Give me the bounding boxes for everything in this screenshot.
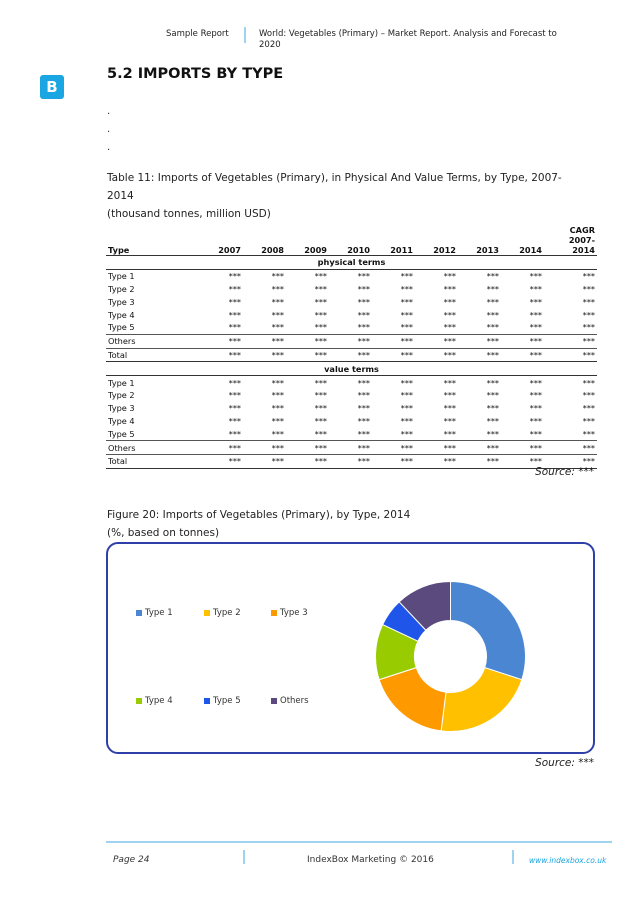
table-cell: *** (415, 334, 458, 348)
legend-item (136, 696, 173, 706)
section-title-cell: value terms (106, 362, 597, 376)
donut-slice-type-2 (441, 668, 522, 732)
table-cell: *** (486, 322, 499, 333)
row-label: Total (106, 454, 200, 468)
table-cell: *** (443, 296, 456, 307)
table-cell: *** (582, 296, 595, 307)
table-cell: *** (271, 428, 284, 439)
header-divider (244, 27, 246, 43)
table-cell: *** (582, 390, 595, 401)
table-cell: *** (314, 322, 327, 333)
table-row (106, 389, 597, 402)
table-cell: *** (357, 283, 370, 294)
table-cell: *** (357, 271, 370, 282)
table-cell: *** (228, 296, 241, 307)
legend-label: Type 3 (280, 608, 308, 618)
year-column-header: 2009 (286, 225, 329, 256)
year-column-header: 2011 (372, 225, 415, 256)
row-label: Type 4 (108, 415, 135, 426)
footer-page-number: Page 24 (113, 855, 150, 865)
year-column-header: 2012 (415, 225, 458, 256)
table-cell: *** (582, 271, 595, 282)
table-cell: *** (400, 271, 413, 282)
table-cell: *** (486, 390, 499, 401)
table-cell: *** (286, 454, 329, 468)
table-cell: *** (415, 454, 458, 468)
table-cell: *** (372, 454, 415, 468)
row-label: Type 1 (108, 271, 135, 282)
ellipsis-dot: . (107, 142, 111, 153)
table-cell: *** (529, 271, 542, 282)
donut-slice-type-1 (451, 582, 526, 680)
year-column-header: 2014 (501, 225, 544, 256)
footer-website-link[interactable]: www.indexbox.co.uk (529, 856, 607, 865)
legend-item (204, 696, 241, 706)
imports-table (106, 225, 597, 469)
table-cell: *** (400, 403, 413, 414)
table-cell: *** (357, 403, 370, 414)
table-cell: *** (314, 390, 327, 401)
section-header-row (106, 256, 597, 270)
table-cell: *** (271, 322, 284, 333)
table-caption-units: (thousand tonnes, million USD) (107, 208, 271, 220)
table-cell: *** (286, 441, 329, 455)
row-label: Type 3 (108, 296, 135, 307)
legend-swatch (204, 698, 210, 704)
legend-item (271, 608, 308, 618)
section-header-row (106, 362, 597, 376)
table-cell: *** (228, 283, 241, 294)
legend-label: Type 1 (145, 608, 173, 618)
table-cell: *** (357, 322, 370, 333)
table-cell: *** (486, 377, 499, 388)
table-cell: *** (501, 348, 544, 362)
table-cell: *** (415, 441, 458, 455)
table-cell: *** (529, 403, 542, 414)
table-cell: *** (243, 454, 286, 468)
figure-source: Source: *** (535, 757, 594, 769)
figure-caption (107, 506, 410, 542)
row-label: Type 3 (108, 403, 135, 414)
table-cell: *** (372, 348, 415, 362)
table-cell: *** (228, 309, 241, 320)
legend-item (136, 608, 173, 618)
row-label: Others (106, 334, 200, 348)
table-cell: *** (271, 377, 284, 388)
row-label: Type 5 (108, 428, 135, 439)
row-label: Type 1 (108, 377, 135, 388)
table-cell: *** (314, 309, 327, 320)
table-cell: *** (529, 390, 542, 401)
table-cell: *** (582, 309, 595, 320)
legend-label: Type 4 (145, 696, 173, 706)
legend-swatch (136, 698, 142, 704)
table-cell: *** (200, 441, 243, 455)
table-row (106, 441, 597, 455)
table-cell: *** (243, 441, 286, 455)
cagr-header-line: CAGR (569, 225, 595, 235)
table-cell: *** (314, 296, 327, 307)
table-cell: *** (357, 296, 370, 307)
table-cell: *** (400, 377, 413, 388)
table-cell: *** (486, 415, 499, 426)
table-cell: *** (286, 348, 329, 362)
table-cell: *** (486, 309, 499, 320)
row-label: Type 5 (108, 322, 135, 333)
table-cell: *** (228, 322, 241, 333)
table-cell: *** (400, 390, 413, 401)
table-cell: *** (329, 454, 372, 468)
table-cell: *** (271, 390, 284, 401)
table-cell: *** (400, 283, 413, 294)
table-cell: *** (582, 415, 595, 426)
section-title: 5.2 IMPORTS BY TYPE (107, 66, 284, 82)
table-row (106, 321, 597, 334)
cagr-column-header (544, 225, 597, 256)
table-cell: *** (372, 334, 415, 348)
legend-item (271, 696, 309, 706)
table-cell: *** (400, 415, 413, 426)
table-row (106, 454, 597, 468)
table-cell: *** (286, 334, 329, 348)
footer-copyright: IndexBox Marketing © 2016 (307, 855, 434, 865)
legend-swatch (136, 610, 142, 616)
legend-item (204, 608, 241, 618)
table-cell: *** (400, 428, 413, 439)
table-caption-line: Table 11: Imports of Vegetables (Primary), in Physical And Value Terms, by Type, 2007- (107, 172, 562, 184)
table-cell: *** (486, 271, 499, 282)
table-cell: *** (329, 348, 372, 362)
table-cell: *** (486, 403, 499, 414)
table-cell: *** (582, 403, 595, 414)
table-cell: *** (458, 454, 501, 468)
table-row (106, 427, 597, 440)
table-row (106, 376, 597, 389)
legend-label: Type 2 (213, 608, 241, 618)
table-cell: *** (228, 415, 241, 426)
year-column-header: 2008 (243, 225, 286, 256)
table-cell: *** (271, 283, 284, 294)
section-title-cell: physical terms (106, 256, 597, 270)
cagr-header-line: 2007- (568, 235, 595, 245)
table-cell: *** (228, 428, 241, 439)
legend-swatch (204, 610, 210, 616)
indexbox-logo: B (40, 75, 64, 99)
table-cell: *** (357, 309, 370, 320)
figure-caption-units: (%, based on tonnes) (107, 527, 220, 539)
table-cell: *** (357, 390, 370, 401)
table-cell: *** (314, 403, 327, 414)
row-label: Type 2 (108, 283, 135, 294)
legend-label: Type 5 (213, 696, 241, 706)
table-cell: *** (582, 283, 595, 294)
table-row (106, 334, 597, 348)
year-column-header: 2010 (329, 225, 372, 256)
table-cell: *** (314, 271, 327, 282)
table-cell: *** (228, 403, 241, 414)
table-cell: *** (458, 348, 501, 362)
table-row (106, 269, 597, 282)
table-cell: *** (443, 403, 456, 414)
table-cell: *** (228, 377, 241, 388)
table-cell: *** (443, 322, 456, 333)
footer-rule (106, 841, 612, 843)
table-cell: *** (501, 441, 544, 455)
table-caption-line: 2014 (107, 190, 134, 202)
table-cell: *** (357, 428, 370, 439)
table-cell: *** (544, 348, 597, 362)
table-cell: *** (372, 441, 415, 455)
table-cell: *** (443, 271, 456, 282)
table-cell: *** (329, 441, 372, 455)
table-cell: *** (443, 390, 456, 401)
table-cell: *** (400, 296, 413, 307)
legend-label: Others (280, 696, 309, 706)
table-cell: *** (314, 377, 327, 388)
table-row (106, 415, 597, 428)
table-cell: *** (400, 322, 413, 333)
donut-chart (373, 579, 528, 734)
table-row (106, 348, 597, 362)
table-cell: *** (314, 283, 327, 294)
table-source: Source: *** (535, 466, 594, 478)
table-cell: *** (357, 377, 370, 388)
table-cell: *** (200, 454, 243, 468)
row-label: Type 4 (108, 309, 135, 320)
table-cell: *** (357, 415, 370, 426)
table-cell: *** (582, 428, 595, 439)
header-report-type: Sample Report (166, 29, 229, 39)
figure-caption-line: Figure 20: Imports of Vegetables (Primary), by Type, 2014 (107, 509, 411, 521)
table-cell: *** (544, 441, 597, 455)
table-cell: *** (200, 348, 243, 362)
table-row (106, 295, 597, 308)
table-cell: *** (544, 334, 597, 348)
footer-divider (512, 850, 514, 864)
table-cell: *** (314, 415, 327, 426)
table-cell: *** (443, 415, 456, 426)
footer-divider (243, 850, 245, 864)
table-cell: *** (400, 309, 413, 320)
table-cell: *** (243, 334, 286, 348)
header-report-title: World: Vegetables (Primary) – Market Report. Analysis and Forecast to 2020 (259, 29, 557, 50)
table-cell: *** (544, 454, 597, 468)
cagr-header-line: 2014 (572, 245, 595, 255)
table-cell: *** (443, 377, 456, 388)
table-cell: *** (529, 296, 542, 307)
table-row (106, 283, 597, 296)
table-cell: *** (458, 334, 501, 348)
table-cell: *** (228, 271, 241, 282)
table-row (106, 402, 597, 415)
table-cell: *** (582, 322, 595, 333)
table-cell: *** (228, 390, 241, 401)
row-label: Others (106, 441, 200, 455)
row-label: Type 2 (108, 390, 135, 401)
chart-frame (106, 542, 595, 754)
table-caption (107, 169, 562, 223)
table-cell: *** (443, 309, 456, 320)
ellipsis-dot: . (107, 124, 111, 135)
table-cell: *** (443, 428, 456, 439)
table-cell: *** (271, 403, 284, 414)
legend-swatch (271, 610, 277, 616)
type-column-header: Type (106, 225, 200, 256)
table-cell: *** (271, 271, 284, 282)
table-cell: *** (529, 428, 542, 439)
table-cell: *** (486, 283, 499, 294)
table-cell: *** (243, 348, 286, 362)
legend-swatch (271, 698, 277, 704)
year-column-header: 2007 (200, 225, 243, 256)
table-cell: *** (486, 296, 499, 307)
table-cell: *** (582, 377, 595, 388)
table-cell: *** (529, 322, 542, 333)
ellipsis-dot: . (107, 106, 111, 117)
table-cell: *** (314, 428, 327, 439)
table-cell: *** (458, 441, 501, 455)
table-cell: *** (271, 309, 284, 320)
table-cell: *** (529, 377, 542, 388)
table-cell: *** (415, 348, 458, 362)
table-cell: *** (501, 334, 544, 348)
donut-slice-type-3 (379, 668, 446, 731)
table-cell: *** (486, 428, 499, 439)
table-cell: *** (529, 415, 542, 426)
year-column-header: 2013 (458, 225, 501, 256)
table-cell: *** (529, 283, 542, 294)
table-cell: *** (501, 454, 544, 468)
table-cell: *** (271, 296, 284, 307)
table-cell: *** (329, 334, 372, 348)
table-cell: *** (200, 334, 243, 348)
table-cell: *** (443, 283, 456, 294)
table-header-row (106, 225, 597, 256)
table-cell: *** (529, 309, 542, 320)
table-row (106, 308, 597, 321)
table-cell: *** (271, 415, 284, 426)
row-label: Total (106, 348, 200, 362)
